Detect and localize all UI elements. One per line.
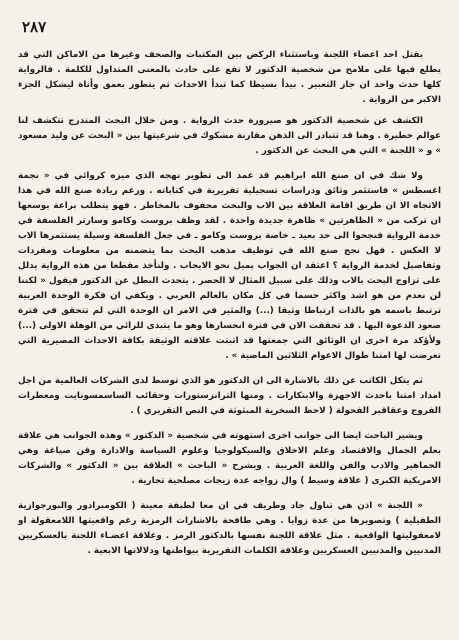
paragraph-5: ويشير الباحث ايضا الى جوانب اخرى استهوته في شخصية « الدكتور » وهذه الجوانب هي علاقة بعلم الجمال والاقتصاد وعلم الاخلاق والسيكولوجيا وعلوم السياسة والادارة وفن صياغة وهي الجماهير والادب والفن واللغة العربية . ويشرح « الباحث » العلاقة بين « الدكتور » والشركات الامريكية الكبرى ( علاقة وسيط ) وال زواجه عدة زيجات مصلحية تجارية . [18, 431, 441, 486]
body-text [18, 48, 441, 565]
paragraph-3: ولا شك في ان صنع الله ابراهيم قد عمد الى تطوير نهجه الذي ميزه كروائي في « نجمة اغسطس » فاستثمر وثائق ودراسات تسجيلية تقريرية في كتاباته . ورغم ريادة صنع الله في هذا الاتجاه الا ان طريق اقامة العلاقة بين الاب والبحث محفوف بالمخاطر . فهو يتطلب براعة يوسعها ان تركب من « الظاهرتين » ظاهرة جديدة واحدة . لقد وظف بروست وكامو وسارتر الفلسفة في خدمة الرواية فنجحوا الى حد بعيد ـ خاصة بروست وكامو ـ في جعل الفلسفة وسيلة يستثمرها الاب لا العكس . فهل نجح صنع الله في توظيف مذهب البحث بما يتضمنه من معلومات ومفردات وتفاصيل لخدمة الرواية ؟ اعتقد ان الجواب يميل نحو الايجاب . ولنأخذ مقطعا من هذه الرواية يدلل على تزاوج البحث بالاب وذلك على سبيل المثال لا الحصر . يتحدث البطل عن الدكتور فيقول « لكننا لن نعدم من هو اشد واكثر حسما في كل مكان بالعالم العربي . ويكفي ان فكرة الوحدة العربية ترتبط باسمه هو بالذات ارتباطا وثيقا (...) والمثير في الامر ان الوحدة التي لم تتحقق في فترة صعود الدعوة اليها . قد تحققت الان في فترة انحسارها وهو ما يتبدى للرائي من الوهلة الاولى (...) ولأؤكد مرة اخرى ان الوثائق التي جمعتها قد اثبتت علاقته الوثيقة بكافة الاحداث المصيرية التي تعرضت لها امتنا طوال الاعوام الثلاثين الماضية » . [18, 171, 441, 361]
paragraph-2: الكشف عن شخصية الدكتور هو صيرورة حدث الرواية . ومن خلال البحث المتدرج تتكشف لنا عوالم خطيرة . وهنا قد تتبادر الى الذهن مقارنة مشكوك في شرعيتها بين « البحث عن وليد مسعود » و « اللجنة » التي هي البحث عن الدكتور . [18, 116, 441, 156]
paragraph-4: ثم يتكل الكاتب عن ذلك بالاشارة الى ان الدكتور هو الذي توسط لدى الشركات العالمية من اجل امداد امتنا باحدث الاجهزة والابتكارات . ومنها الترانزستورات وحقائب الساسمسونايت ومعطرات الفروج وعقاقير الفحولة ( لاحظ السخرية المبثوثة في النص التقريري ) . [18, 376, 441, 416]
page-number: ٢٨٧ [22, 18, 47, 36]
paragraph-6: « اللجنة » اذن هي تناول جاد وطريف في ان معا لطبقة معينة ( الكومبرادور والبورجوازية الطفيلية ) وتصويرها من عدة زوايا . وهي طافحة بالاشارات الرمزية رغم واقعيتها اللامعقولة او لامعقوليتها الواقعية . مثل علاقة اللجنة نفسها بالدكتور الرمز . وعلاقة اعضـاء اللجنة بالعسكريين المدنيين والمدنيين العسكريين وعلاقة الكلمات التقريرية بيواطنها ودلالاتها الابعية . [18, 501, 441, 556]
paragraph-1: بقتل احد اعضاء اللجنة وباستثناء الركض بين المكتبات والصحف وغيرها من الاماكن التي قد يطلع فيها على ملامح من شخصية الدكتور لا تقع على حادث بالمعنى المتداول للكلمة . فالرواية كلها حدث واحد ان جاز التعبير . بيدأ بسيطا كما تبدأ الاحداث ثم يتطور بعمق وأناة ليشكل الجزء الاكبر من الرواية . [18, 50, 441, 105]
